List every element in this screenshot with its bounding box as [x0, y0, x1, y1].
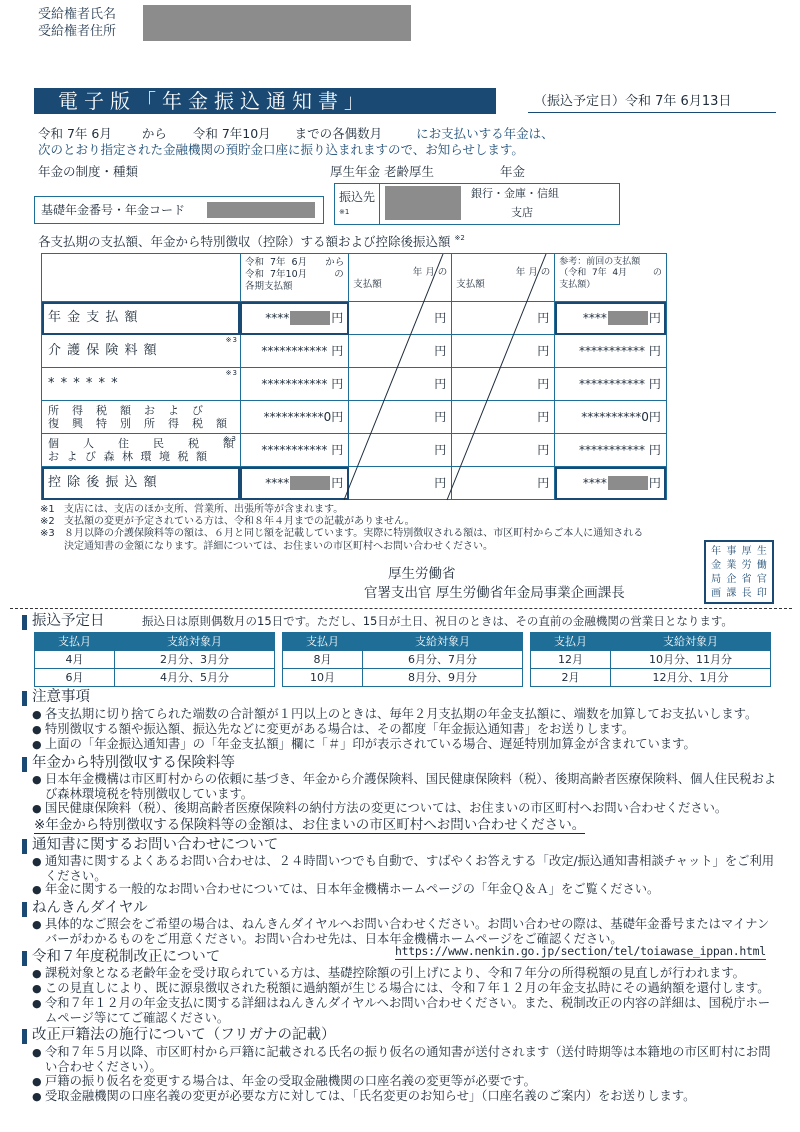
- yen-unit: 円: [434, 343, 447, 358]
- yen-unit: 円: [537, 376, 550, 391]
- intro-from: 令和 7年 6月: [38, 126, 112, 141]
- cautions-item: ● 各支払期に切り捨てられた端数の合計額が１円以上のときは、毎年２月支払期の年金支払額に、端数を加算してお支払いします。: [32, 707, 777, 722]
- amount-stars: ****: [265, 310, 290, 325]
- footnote-text: 決定通知書の金額になります。詳細については、お住まいの市区町村へお問い合わせください。: [64, 540, 493, 552]
- tax-item: ● この見直しにより、既に源泉徴収された税額に過納額が生じる場合には、令和７年１２月の年金支払時にその過納額を還付します。: [32, 981, 777, 996]
- schedule-row: [35, 651, 771, 669]
- amount-stars: **********0: [263, 409, 332, 424]
- cautions-item: ● 上面の「年金振込通知書」の「年金支払額」欄に「＃」印が表示されている場合、遅延特別加算金が含まれています。: [32, 737, 777, 752]
- table-caption-note: ※2: [454, 234, 465, 242]
- insurance-emphasis: ※年金から特別徴収する保険料等の金額は、お住まいの市区町村へお問い合わせください。: [34, 817, 586, 833]
- dial-item: ● 具体的なご照会をご希望の場合は、ねんきんダイヤルへお問い合わせください。お問い合わせの際は、基礎年金番号またはマイナンバーがわかるものをご用意ください。お問い合わせ先は、日本年金機構ホームページをご確認ください。: [32, 917, 777, 947]
- inquiry-item: ● 年金に関する一般的なお問い合わせについては、日本年金機構ホームページの「年金Ｑ＆Ａ」をご覧ください。: [32, 882, 777, 897]
- schedule-col-target: 支給対象月: [611, 633, 771, 651]
- seal-char: 画: [711, 588, 722, 599]
- schedule-col-month: 支払月: [531, 633, 611, 651]
- bank-types: 銀行・金庫・信組: [471, 187, 559, 200]
- seal-char: 働: [756, 560, 767, 571]
- koseki-item: ● 令和７年５月以降、市区町村から戸籍に記載される氏名の振り仮名の通知書が送付されます（送付時期等は本籍地の市区町村にお問い合わせください）。: [32, 1045, 777, 1075]
- schedule-month: 6月: [35, 669, 115, 687]
- scheduled-date-label: （振込予定日）: [534, 94, 626, 109]
- intro-made: までの各偶数月: [294, 126, 383, 141]
- schedule-table: [34, 632, 771, 687]
- schedule-col-target: 支給対象月: [115, 633, 275, 651]
- seal-char: 局: [711, 574, 722, 585]
- row-label-care: 介 護 保 険 料 額 ※3: [42, 335, 241, 368]
- yen-unit: 円: [434, 409, 447, 424]
- transfer-to-note: ※1: [339, 208, 350, 216]
- yen-unit: 円: [648, 442, 661, 457]
- row-label-income-tax: 所 得 税 額 お よ び 復 興 特 別 所 得 税 額: [42, 401, 241, 434]
- schedule-col-target: 支給対象月: [363, 633, 523, 651]
- insurance-heading: 年金から特別徴収する保険料等: [22, 755, 235, 772]
- yen-unit: 円: [331, 343, 344, 358]
- schedule-target: 10月分、11月分: [611, 651, 771, 669]
- amount-stars: ***********: [261, 343, 332, 358]
- gap: [275, 669, 283, 687]
- footnotes: [40, 504, 643, 553]
- pension-system-value: 厚生年金 老齢厚生: [330, 164, 434, 179]
- footnote: [40, 528, 643, 540]
- recipient-address-label: 受給権者住所: [38, 24, 117, 39]
- schedule-month: 4月: [35, 651, 115, 669]
- strike-col3: [447, 254, 546, 500]
- schedule-month: 10月: [283, 669, 363, 687]
- row-label-pension: 年 金 支 払 額: [42, 302, 241, 335]
- header-col2-ym: 年 月 の: [412, 267, 448, 278]
- yen-unit: 円: [434, 442, 447, 457]
- seal-char: 事: [726, 546, 737, 557]
- yen-unit: 円: [537, 442, 550, 457]
- ref-stars: ***********: [579, 442, 649, 457]
- ref-stars: ***********: [579, 343, 649, 358]
- schedule-col-month: 支払月: [35, 633, 115, 651]
- cautions-item: ● 特別徴収する額や振込額、振込先などに変更がある場合は、その都度「年金振込通知書」をお送りします。: [32, 722, 777, 737]
- seal-char: 業: [726, 560, 737, 571]
- seal-char: 長: [741, 588, 752, 599]
- footnote-text: 支払額の変更が予定されている方は、令和８年４月までの記載がありません。: [64, 516, 415, 528]
- footnote-key: ※1: [40, 504, 55, 515]
- basic-number-label: 基礎年金番号・年金コード: [41, 203, 186, 217]
- footnote: [40, 504, 643, 516]
- ref-stars: ***********: [579, 376, 649, 391]
- branch-label: 支店: [511, 206, 533, 219]
- yen-unit: 円: [648, 376, 661, 391]
- schedule-month: 2月: [531, 669, 611, 687]
- yen-unit: 円: [434, 376, 447, 391]
- seal-char: 労: [741, 560, 752, 571]
- tax-item: ● 令和７年１２月の年金支払に関する詳細はねんきんダイヤルへお問い合わせください。また、税制改正の内容の詳細は、国税庁ホームページ等にてご確認ください。: [32, 996, 777, 1026]
- schedule-target: 12月分、1月分: [611, 669, 771, 687]
- seal-char: 省: [741, 574, 752, 585]
- seal-char: 企: [726, 574, 737, 585]
- official-seal: [704, 540, 774, 604]
- amount-stars: ****: [265, 475, 290, 490]
- schedule-target: 2月分、3月分: [115, 651, 275, 669]
- schedule-month: 8月: [283, 651, 363, 669]
- header-col1: 令和 7年 6月 から 令和 7年10月 の 各期支払額: [240, 254, 348, 302]
- yen-unit: 円: [434, 310, 447, 325]
- diagonal-lines: [0, 0, 800, 520]
- gap: [523, 633, 531, 651]
- document-title: 電子版「年金振込通知書」: [34, 88, 496, 114]
- footnote: [40, 541, 643, 553]
- schedule-target: 6月分、7月分: [363, 651, 523, 669]
- schedule-header-row: [35, 633, 771, 651]
- nenkin-url-link[interactable]: https://www.nenkin.go.jp/section/tel/toiawase_ippan.html: [395, 944, 766, 958]
- yen-unit: 円: [331, 475, 344, 490]
- yen-unit: 円: [331, 376, 344, 391]
- yen-unit: 円: [331, 409, 344, 424]
- pension-system-label: 年金の制度・種類: [38, 164, 139, 179]
- insurance-item: ● 国民健康保険料（税）、後期高齢者医療保険料の納付方法の変更については、お住まいの市区町村へお問い合わせください。: [32, 801, 777, 816]
- pension-system-suffix: 年金: [500, 164, 526, 179]
- schedule-heading: 振込予定日: [22, 613, 105, 630]
- schedule-target: 8月分、9月分: [363, 669, 523, 687]
- header-col3-sub: 支払額: [456, 278, 485, 290]
- strike-col2: [344, 254, 443, 500]
- ref-stars: ****: [582, 310, 607, 325]
- gap: [275, 651, 283, 669]
- yen-unit: 円: [331, 442, 344, 457]
- ref-stars: **********0: [581, 409, 649, 424]
- yen-unit: 円: [537, 310, 550, 325]
- issuer-ministry: 厚生労働省: [388, 566, 456, 582]
- koseki-item: ● 受取金融機関の口座名義の変更が必要な方に対しては、「氏名変更のお知らせ」（口座名義のご案内）をお送りします。: [32, 1089, 777, 1104]
- intro-to: 令和 7年10月: [192, 126, 271, 141]
- gap: [523, 651, 531, 669]
- footnote-text: ８月以降の介護保険料等の額は、６月と同じ額を記載しています。実際に特別徴収される額は、市区町村からご本人に通知される: [64, 528, 644, 540]
- intro-line-2: 次のとおり指定された金融機関の預貯金口座に振り込まれますので、お知らせします。: [38, 142, 524, 157]
- schedule-month: 12月: [531, 651, 611, 669]
- amount-stars: ***********: [261, 376, 332, 391]
- inquiry-heading: 通知書に関するお問い合わせについて: [22, 837, 278, 854]
- yen-unit: 円: [537, 409, 550, 424]
- schedule-desc: 振込日は原則偶数月の15日です。ただし、15日が土日、祝日のときは、その直前の金融機関の営業日となります。: [142, 614, 733, 628]
- footnote: [40, 516, 643, 528]
- schedule-col-month: 支払月: [283, 633, 363, 651]
- yen-unit: 円: [537, 343, 550, 358]
- intro-tail: にお支払いする年金は、: [416, 126, 554, 141]
- inquiry-item: ● 通知書に関するよくあるお問い合わせは、２４時間いつでも自動で、すばやくお答えする「改定/振込通知書相談チャット」をご利用ください。: [32, 854, 777, 884]
- yen-unit: 円: [537, 475, 550, 490]
- yen-unit: 円: [648, 409, 661, 424]
- schedule-target: 4月分、5月分: [115, 669, 275, 687]
- yen-unit: 円: [648, 343, 661, 358]
- yen-unit: 円: [648, 310, 661, 325]
- koseki-heading: 改正戸籍法の施行について（フリガナの記載）: [22, 1027, 335, 1044]
- amount-stars: ***********: [261, 442, 332, 457]
- gap: [275, 633, 283, 651]
- yen-unit: 円: [331, 310, 344, 325]
- gap: [523, 669, 531, 687]
- transfer-to-label: 振込先: [339, 190, 376, 204]
- recipient-name-label: 受給権者氏名: [38, 7, 117, 22]
- cut-line: [10, 608, 792, 609]
- seal-char: 厚: [741, 546, 752, 557]
- seal-char: 年: [711, 546, 722, 557]
- yen-unit: 円: [648, 475, 661, 490]
- ref-stars: ****: [582, 475, 607, 490]
- row-label-masked: * * * * * * ※3: [42, 368, 241, 401]
- footnote-text: 支店には、支店のほか支所、営業所、出張所等が含まれます。: [64, 504, 344, 515]
- insurance-item: ● 日本年金機構は市区町村からの依頼に基づき、年金から介護保険料、国民健康保険料（税）、後期高齢者医療保険料、個人住民税および森林環境税を特別徴収しています。: [32, 772, 777, 802]
- seal-char: 官: [756, 574, 767, 585]
- row-label-resident-tax: 個 人 住 民 税 額 お よ び 森 林 環 境 税 額 ※3: [42, 434, 241, 467]
- footnote-key: ※3: [40, 528, 55, 540]
- row-label-net: 控 除 後 振 込 額: [42, 467, 241, 500]
- seal-char: 課: [726, 588, 737, 599]
- seal-char: 生: [756, 546, 767, 557]
- scheduled-date-value: 令和 7年 6月13日: [625, 94, 732, 109]
- issuer-officer: 官署支出官 厚生労働省年金局事業企画課長: [364, 585, 625, 601]
- header-col2-sub: 支払額: [353, 278, 382, 290]
- tax-item: ● 課税対象となる老齢年金を受け取られている方は、基礎控除額の引上げにより、令和７年分の所得税額の見直しが行われます。: [32, 966, 777, 981]
- yen-unit: 円: [434, 475, 447, 490]
- footnote-key: ※2: [40, 516, 55, 528]
- header-col4: 参考：前回の支払額 （令和 7年 4月 の 支払額）: [555, 254, 667, 302]
- table-caption-text: 各支払期の支払額、年金から特別徴収（控除）する額および控除後振込額: [38, 234, 451, 249]
- seal-char: 印: [756, 588, 767, 599]
- header-col3-ym: 年 月 の: [515, 267, 551, 278]
- cautions-heading: 注意事項: [22, 689, 90, 706]
- schedule-row: [35, 669, 771, 687]
- seal-char: 金: [711, 560, 722, 571]
- tax-heading: 令和７年度税制改正について: [22, 949, 220, 966]
- koseki-item: ● 戸籍の振り仮名を変更する場合は、年金の受取金融機関の口座名義の変更等が必要です。: [32, 1074, 777, 1089]
- footnote-key: [40, 541, 64, 553]
- dial-heading: ねんきんダイヤル: [22, 900, 148, 917]
- intro-kara: から: [141, 126, 167, 141]
